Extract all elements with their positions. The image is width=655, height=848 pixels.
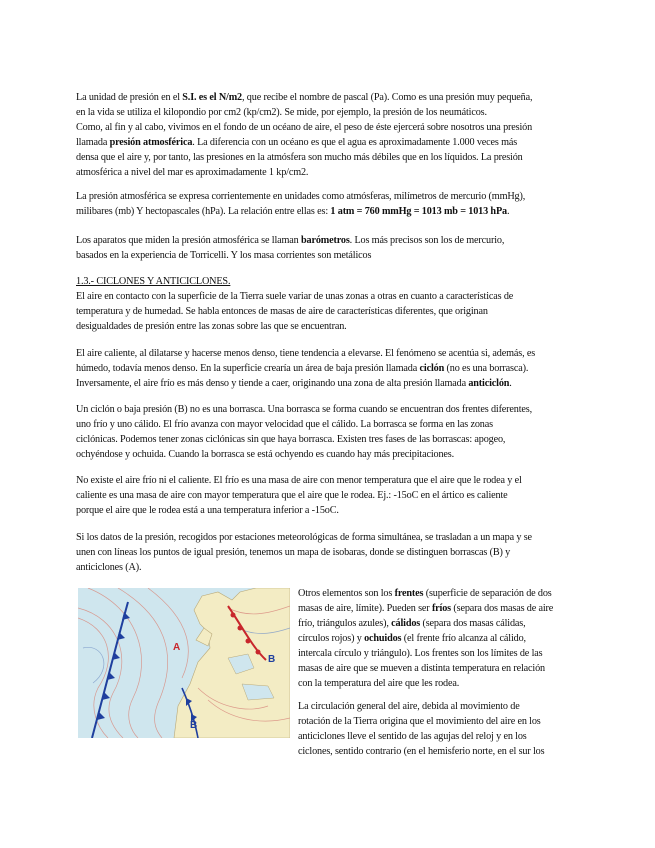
section-heading: 1.3.- CICLONES Y ANTICICLONES. — [76, 276, 231, 287]
warm-fronts-bold: cálidos — [391, 618, 421, 629]
weather-map-image — [78, 588, 290, 738]
barometers-bold: barómetros — [300, 235, 350, 246]
paragraph-cold-warm-air: No existe el aire frío ni el caliente. El frío es una masa de aire con menor temperatura que el aire que le rodea y el caliente es una masa de aire con mayor temperatura que el aire que le rodea. Ej.: -15oC en el ártico es caliente porque el aire que le rodea está a una temperatura inferior a -15oC. — [76, 475, 522, 516]
paragraph-air-masses: El aire en contacto con la superficie de la Tierra suele variar de unas zonas a otras en cuanto a características de temperatura y de humedad. Se habla entonces de masas de aire de características diferentes, que originan desigualdades de presión entre las zonas sobre las que se encuentran. — [76, 291, 514, 332]
isobar-weather-map — [78, 588, 290, 738]
cyclone-bold: ciclón — [419, 363, 445, 374]
paragraph-barometers: Los aparatos que miden la presión atmosférica se llaman barómetros. Los más precisos son los de mercurio, basados en la experiencia de Torricelli. Y los masa corrientes son metálicos — [76, 235, 505, 261]
unit-equivalence-bold: 1 atm = 760 mmHg = 1013 mb = 1013 hPa — [330, 206, 507, 217]
low-pressure-label-east: B — [268, 654, 276, 665]
paragraph-borrasca: Un ciclón o baja presión (B) no es una borrasca. Una borrasca se forma cuando se encuentran dos frentes diferentes, uno frío y uno cálido. El frío avanza con mayor velocidad que el cálido. La borrasca se forma en las zonas ciclónicas. Podemos tener zonas ciclónicas sin que haya borrasca. Existen tres fases de las borrascas: apogeo, ochyéndose y ochuida. Cuando la borrasca se está ochyendo es cuando hay más precipitaciones. — [76, 404, 533, 460]
anticyclone-bold: anticiclón — [468, 378, 510, 389]
paragraph-isobars: Si los datos de la presión, recogidos por estaciones meteorológicas de forma simultánea, se trasladan a un mapa y se unen con líneas los puntos de igual presión, tenemos un mapa de isobaras, donde se distinguen borrascas (B) y anticiclones (A). — [76, 532, 532, 573]
low-pressure-label-south: B — [190, 720, 198, 731]
paragraph-units: La presión atmosférica se expresa corrientemente en unidades como atmósferas, milímetros de mercurio (mmHg), milibares (mb) Y hectopascales (hPa). La relación entre ellas es: 1 atm = 760 mmHg = 1013 mb = 1013 hPa. — [76, 191, 526, 217]
high-pressure-label: A — [173, 642, 181, 653]
si-unit-bold: S.I. es el N/m2 — [182, 92, 243, 103]
occluded-fronts-bold: ochuidos — [364, 633, 402, 644]
paragraph-cyclone-anticyclone: El aire caliente, al dilatarse y hacerse menos denso, tiene tendencia a elevarse. El fenómeno se acentúa si, además, es húmedo, todavía menos denso. En la superficie crearía un área de baja presión llamada ciclón (no es una borrasca). Inversamente, el aire frío es más denso y tiende a caer, originando una zona de alta presión llamada anticiclón. — [76, 348, 536, 389]
atmospheric-pressure-bold: presión atmosférica — [109, 137, 193, 148]
paragraph-circulation: La circulación general del aire, debida al movimiento de rotación de la Tierra origina que el movimiento del aire en los anticiclones lleve el sentido de las agujas del reloj y en los ciclones, sentido contrario (en el hemisferio norte, en el sur los — [298, 701, 545, 757]
paragraph-fronts: Otros elementos son los frentes (superficie de separación de dos masas de aire, límite). Pueden ser fríos (separa dos masas de aire frío, triángulos azules), cálidos (separa dos masas cálidas, círculos rojos) y ochuidos (el frente frío alcanza al cálido, intercala círculo y triángulo). Los frentes son los límites de las masas de aire que se mueven a distinta temperatura en relación con la temperatura del aire que les rodea. — [298, 588, 554, 689]
paragraph-pressure-unit: La unidad de presión en el S.I. es el N/m2, que recibe el nombre de pascal (Pa). Como es una presión muy pequeña, en la vida se utiliza el kilopondio por cm2 (kp/cm2). Se mide, por ejemplo, la presión de los neumáticos. Como, al fin y al cabo, vivimos en el fondo de un océano de aire, el peso de éste ejercerá sobre nosotros una presión llamada presión atmosférica. La diferencia con un océano es que el agua es aproximadamente 1.000 veces más densa que el aire y, por tanto, las presiones en la atmósfera son mucho más débiles que en los líquidos. La presión atmosférica a nivel del mar es aproximadamente 1 kp/cm2. — [76, 92, 533, 178]
cold-fronts-bold: fríos — [431, 603, 451, 614]
fronts-bold: frentes — [394, 588, 424, 599]
